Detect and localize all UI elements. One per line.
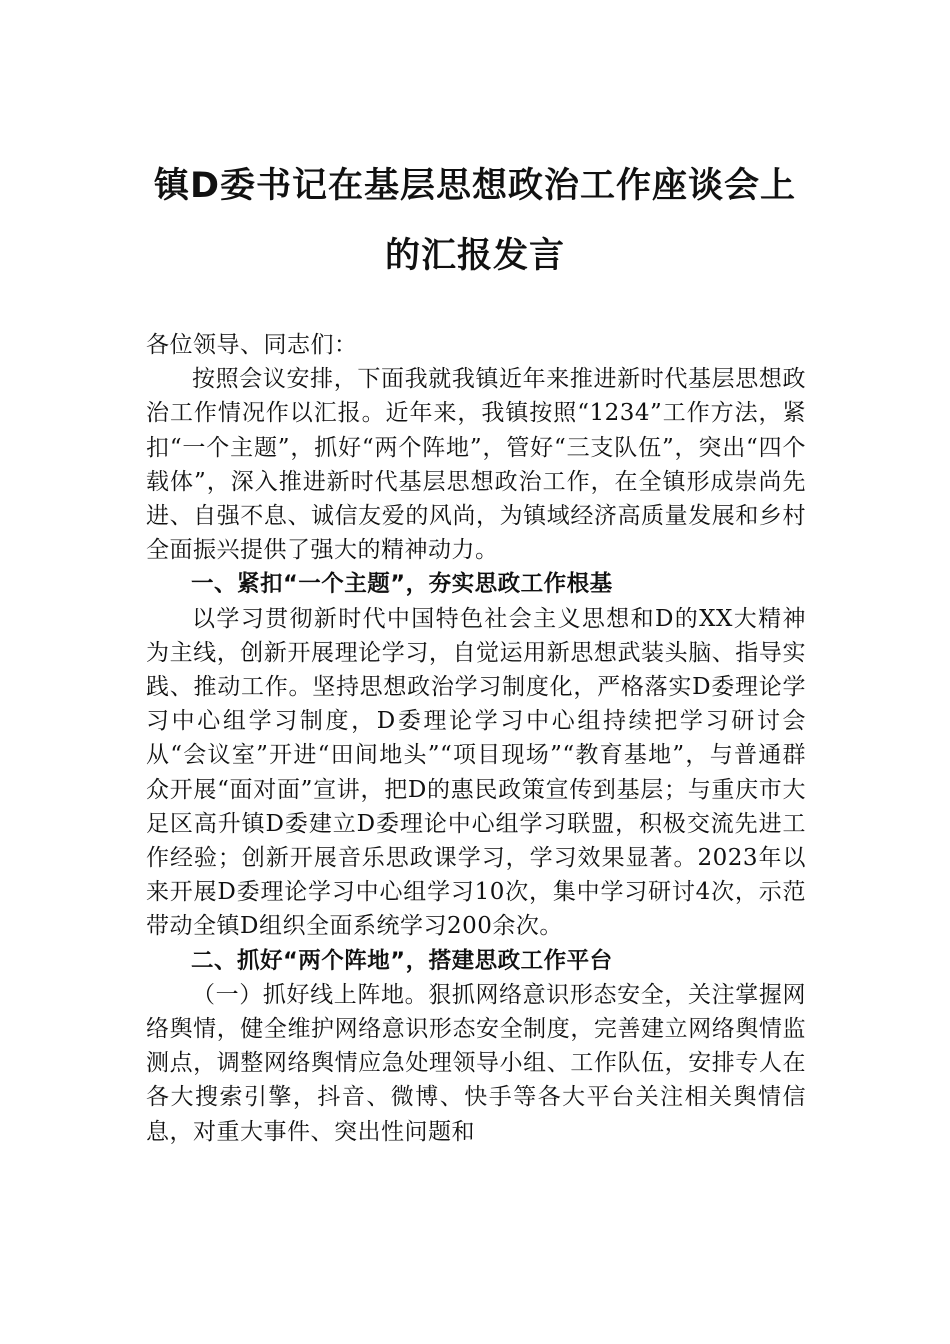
section-1-paragraph: 以学习贯彻新时代中国特色社会主义思想和D的XX大精神为主线，创新开展理论学习，自觉运用新思想武装头脑、指导实践、推动工作。坚持思想政治学习制度化，严格落实D委理论学习中心组学习制度，D委理论学习中心组持续把学习研讨会从“会议室”开进“田间地头”“项目现场”“教育基地”，与普通群众开展“面对面”宣讲，把D的惠民政策宣传到基层；与重庆市大足区高升镇D委建立D委理论中心组学习联盟，积极交流先进工作经验；创新开展音乐思政课学习，学习效果显著。2023年以来开展D委理论学习中心组学习10次，集中学习研讨4次，示范带动全镇D组织全面系统学习200余次。 (146, 605, 806, 940)
section-2-heading: 二、抓好“两个阵地”，搭建思政工作平台 (191, 947, 613, 974)
intro-paragraph: 按照会议安排，下面我就我镇近年来推进新时代基层思想政治工作情况作以汇报。近年来，我镇按照“1234”工作方法，紧扣“一个主题”，抓好“两个阵地”，管好“三支队伍”，突出“四个载体”，深入推进新时代基层思想政治工作，在全镇形成崇尚先进、自强不息、诚信友爱的风尚，为镇域经济高质量发展和乡村全面振兴提供了强大的精神动力。 (146, 366, 806, 564)
document-title-line-1: 镇D委书记在基层思想政治工作座谈会上 (153, 166, 797, 206)
section-2-paragraph: （一）抓好线上阵地。狠抓网络意识形态安全，关注掌握网络舆情，健全维护网络意识形态安全制度，完善建立网络舆情监测点，调整网络舆情应急处理领导小组、工作队伍，安排专人在各大搜索引擎，抖音、微博、快手等各大平台关注相关舆情信息，对重大事件、突出性问题和 (146, 981, 806, 1145)
section-1-heading: 一、紧扣“一个主题”，夯实思政工作根基 (191, 571, 613, 598)
document-title-line-2: 的汇报发言 (384, 236, 565, 276)
document-body (146, 328, 806, 1149)
salutation: 各位领导、同志们： (146, 332, 358, 358)
